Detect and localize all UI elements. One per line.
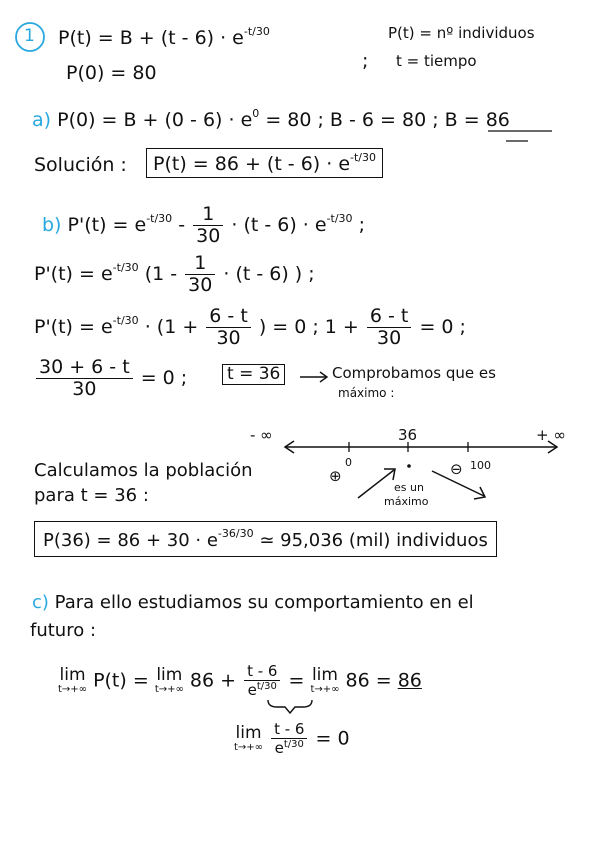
limit-line-1: lim t→+∞ P(t) = lim t→+∞ 86 + $\frac{t - 6}{e^{t/30}}$ = lim t→+∞ 86 = 86: [58, 662, 422, 699]
critical-point-box: t = 36: [222, 364, 285, 385]
definitions-separator: ;: [362, 50, 369, 72]
limit-result: 86: [397, 669, 422, 692]
problem-number: 1: [24, 26, 35, 46]
derivative-line-3: $P'(t) = e^{-t/30} \cdot (1$ + $\frac{6 - t}{30}$ ) = 0 ; 1 + $\frac{6 - t}{30}$ = 0 ;: [34, 305, 466, 349]
es-un-label: es un: [394, 481, 424, 494]
tick-label-36: 36: [398, 426, 418, 444]
check-text: Comprobamos que es: [332, 364, 496, 382]
check-text-2: máximo :: [338, 386, 395, 400]
b-result: B = 86: [444, 109, 510, 131]
calc-text-2: para t = 36 :: [34, 485, 149, 506]
calc-text-1: Calculamos la población: [34, 460, 253, 481]
part-c-line-1: c) Para ello estudiamos su comportamiento en el: [32, 592, 474, 613]
derivative-line-1: b) $P'(t) = e^{-t/30}$ - $\frac{1}{30}$ · $(t - 6) \cdot e^{-t/30}$ ;: [42, 203, 366, 247]
max-point: [407, 464, 411, 468]
definition-t: t = tiempo: [396, 52, 477, 70]
sign-positive: ⊕: [329, 467, 342, 485]
part-c-line-2: futuro :: [30, 620, 97, 641]
minus-infinity: - ∞: [250, 426, 273, 444]
part-a-label: a): [32, 109, 52, 131]
test-value-0: 0: [345, 456, 352, 469]
derivative-line-4: $\frac{30 + 6 - t}{30}$ = 0 ;: [34, 358, 187, 399]
increasing-arrow: [358, 470, 394, 498]
part-c-label: c): [32, 592, 49, 613]
result-box: $P(36) = 86 + 30 \cdot e^{-36/30}$ ≃ 95,036 (mil) individuos: [34, 521, 497, 557]
initial-condition: P(0) = 80: [66, 62, 157, 84]
plus-infinity: + ∞: [536, 426, 566, 444]
part-a-line: a) $P(0) = B + (0 - 6) \cdot e^0 = 80$ ; B - 6 = 80 ; B = 86: [32, 107, 510, 131]
limit-line-2: lim t→+∞ $\frac{t - 6}{e^{t/30}}$ = 0: [234, 720, 350, 757]
derivative-line-2: $P'(t) = e^{-t/30}$ (1 - $\frac{1}{30}$ · (t - 6) ) ;: [34, 252, 315, 296]
solution-box: $P(t) = 86 + (t - 6) \cdot e^{-t/30}$: [146, 148, 383, 178]
model-formula: $P(t) = B + (t - 6) \cdot e^{-t/30}$: [58, 25, 270, 49]
part-b-label: b): [42, 214, 62, 236]
maximo-label: máximo: [384, 495, 429, 508]
underbrace: [268, 700, 312, 713]
solution-label: Solución :: [34, 154, 127, 176]
definition-p: P(t) = nº individuos: [388, 24, 535, 42]
sign-negative: ⊖: [450, 460, 463, 478]
test-value-100: 100: [470, 459, 491, 472]
